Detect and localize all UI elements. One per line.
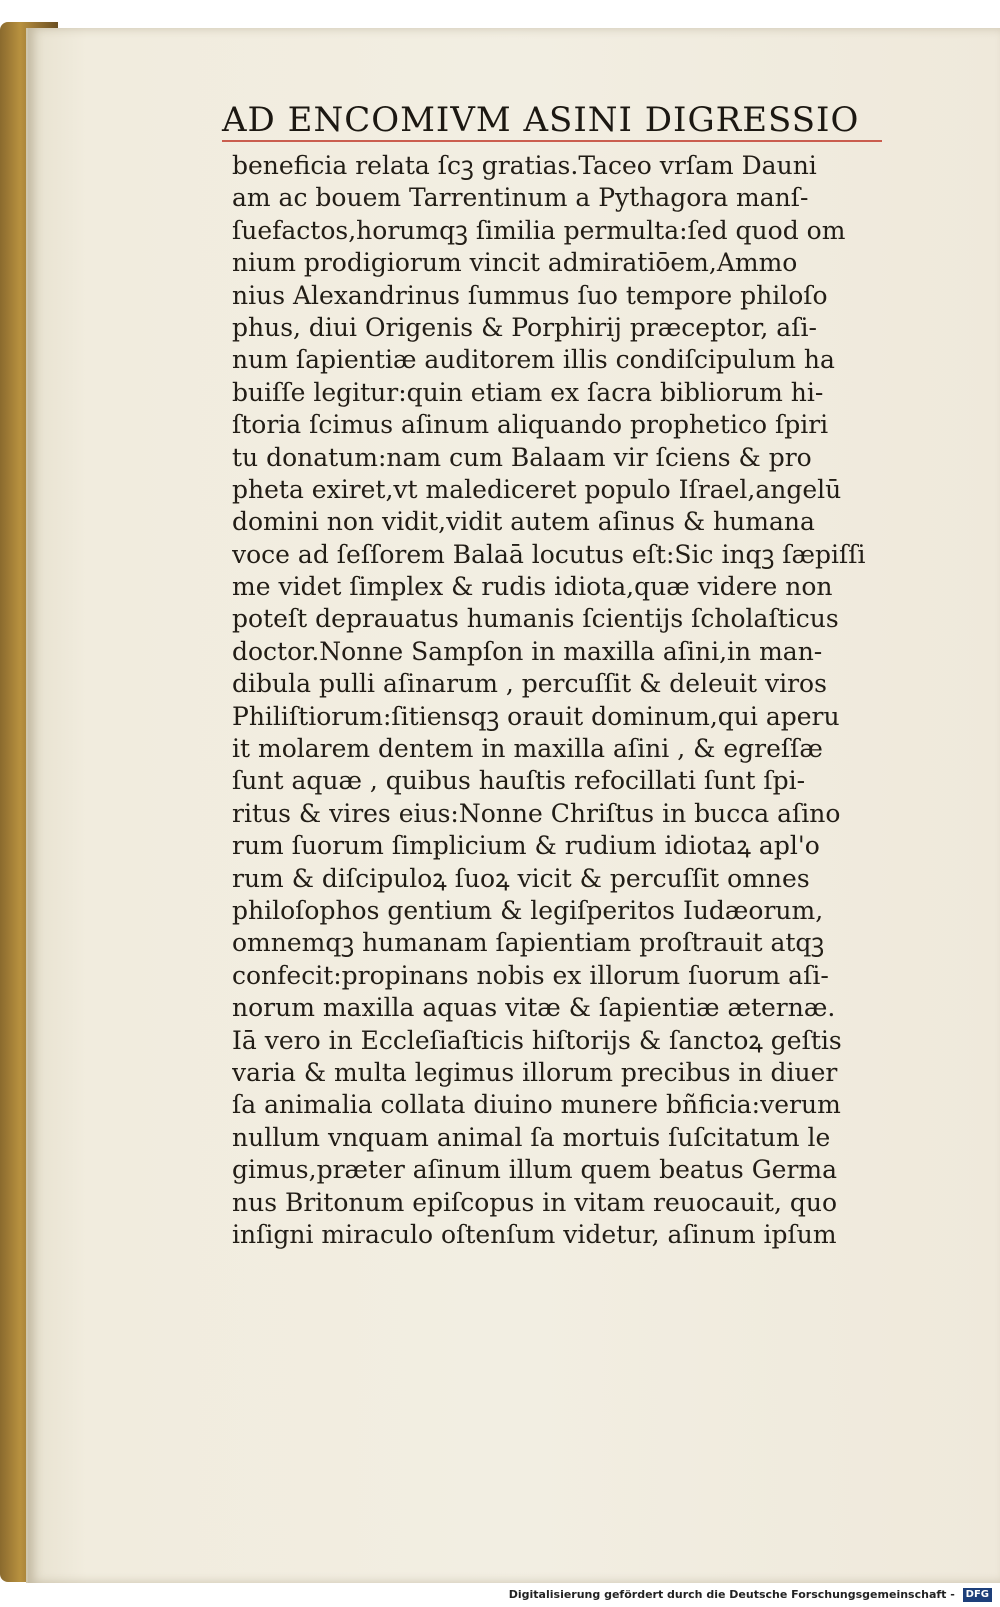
text-line: ritus & vires eius:Nonne Chriſtus in bucca aſino bbox=[232, 798, 841, 828]
text-line: varia & multa legimus illorum precibus in diuer bbox=[232, 1057, 838, 1087]
text-line: ſuefactos,horumqꝫ ſimilia permulta:ſed quod om bbox=[232, 215, 846, 245]
text-line: Philiſtiorum:ſitiensqꝫ orauit dominum,qui aperu bbox=[232, 701, 840, 731]
text-line: rum ſuorum ſimplicium & rudium idiotaꝝ apl'o bbox=[232, 831, 820, 861]
text-line: inſigni miraculo oſtenſum videtur, aſinum ipſum bbox=[232, 1219, 837, 1249]
text-line: pheta exiret,vt malediceret populo Iſrael,angelū bbox=[232, 474, 842, 504]
text-line: domini non vidit,vidit autem aſinus & humana bbox=[232, 507, 815, 537]
text-line: it molarem dentem in maxilla aſini , & egreſſæ bbox=[232, 734, 823, 764]
text-line: norum maxilla aquas vitæ & ſapientiæ æternæ. bbox=[232, 993, 836, 1023]
text-line: rum & diſcipuloꝝ ſuoꝝ vicit & percuſſit omnes bbox=[232, 863, 810, 893]
text-line: me videt ſimplex & rudis idiota,quæ videre non bbox=[232, 572, 833, 602]
text-line: voce ad ſeſſorem Balaā locutus eſt:Sic inqꝫ ſæpiſſi bbox=[232, 539, 866, 569]
text-line: poteſt deprauatus humanis ſcientijs ſcholaſticus bbox=[232, 604, 839, 634]
text-line: nullum vnquam animal ſa mortuis ſuſcitatum le bbox=[232, 1122, 831, 1152]
text-line: beneficia relata ſcꝫ gratias.Taceo vrſam Dauni bbox=[232, 151, 817, 180]
text-line: ſtoria ſcimus aſinum aliquando prophetico ſpiri bbox=[232, 410, 829, 440]
body-text bbox=[232, 150, 922, 1251]
text-line: phus, diui Origenis & Porphirij præceptor, aſi- bbox=[232, 312, 817, 342]
text-line: ſunt aquæ , quibus hauſtis refocillati ſunt ſpi- bbox=[232, 766, 806, 796]
page-header: AD ENCOMIVM ASINI DIGRESSIO bbox=[222, 100, 860, 140]
text-line: omnemqꝫ humanam ſapientiam proſtrauit atqꝫ bbox=[232, 928, 825, 958]
text-line: doctor.Nonne Sampſon in maxilla aſini,in man- bbox=[232, 636, 823, 666]
text-line: tu donatum:nam cum Balaam vir ſciens & pro bbox=[232, 442, 812, 472]
text-line: buiſſe legitur:quin etiam ex ſacra bibliorum hi- bbox=[232, 377, 824, 407]
credit-text: Digitalisierung gefördert durch die Deutsche Forschungsgemeinschaft - bbox=[508, 1588, 955, 1601]
dfg-logo-icon[interactable]: DFG bbox=[963, 1588, 992, 1602]
funding-credit bbox=[509, 1588, 992, 1602]
text-line: am ac bouem Tarrentinum a Pythagora manſ- bbox=[232, 183, 809, 213]
text-line: philoſophos gentium & legiſperitos Iudæorum, bbox=[232, 895, 824, 925]
text-line: nius Alexandrinus ſummus ſuo tempore philoſo bbox=[232, 280, 828, 310]
text-line: gimus,præter aſinum illum quem beatus Germa bbox=[232, 1155, 838, 1185]
text-line: Iā vero in Eccleſiaſticis hiſtorijs & ſanctoꝝ geſtis bbox=[232, 1025, 842, 1055]
text-line: nus Britonum epiſcopus in vitam reuocauit, quo bbox=[232, 1187, 837, 1217]
text-line: num ſapientiæ auditorem illis condiſcipulum ha bbox=[232, 345, 835, 375]
header-rubric-underline bbox=[222, 140, 882, 142]
text-line: confecit:propinans nobis ex illorum ſuorum aſi- bbox=[232, 960, 829, 990]
text-line: nium prodigiorum vincit admiratiōem,Ammo bbox=[232, 248, 798, 278]
text-line: ſa animalia collata diuino munere bñficia:verum bbox=[232, 1090, 841, 1120]
text-line: dibula pulli aſinarum , percuſſit & deleuit viros bbox=[232, 669, 827, 699]
